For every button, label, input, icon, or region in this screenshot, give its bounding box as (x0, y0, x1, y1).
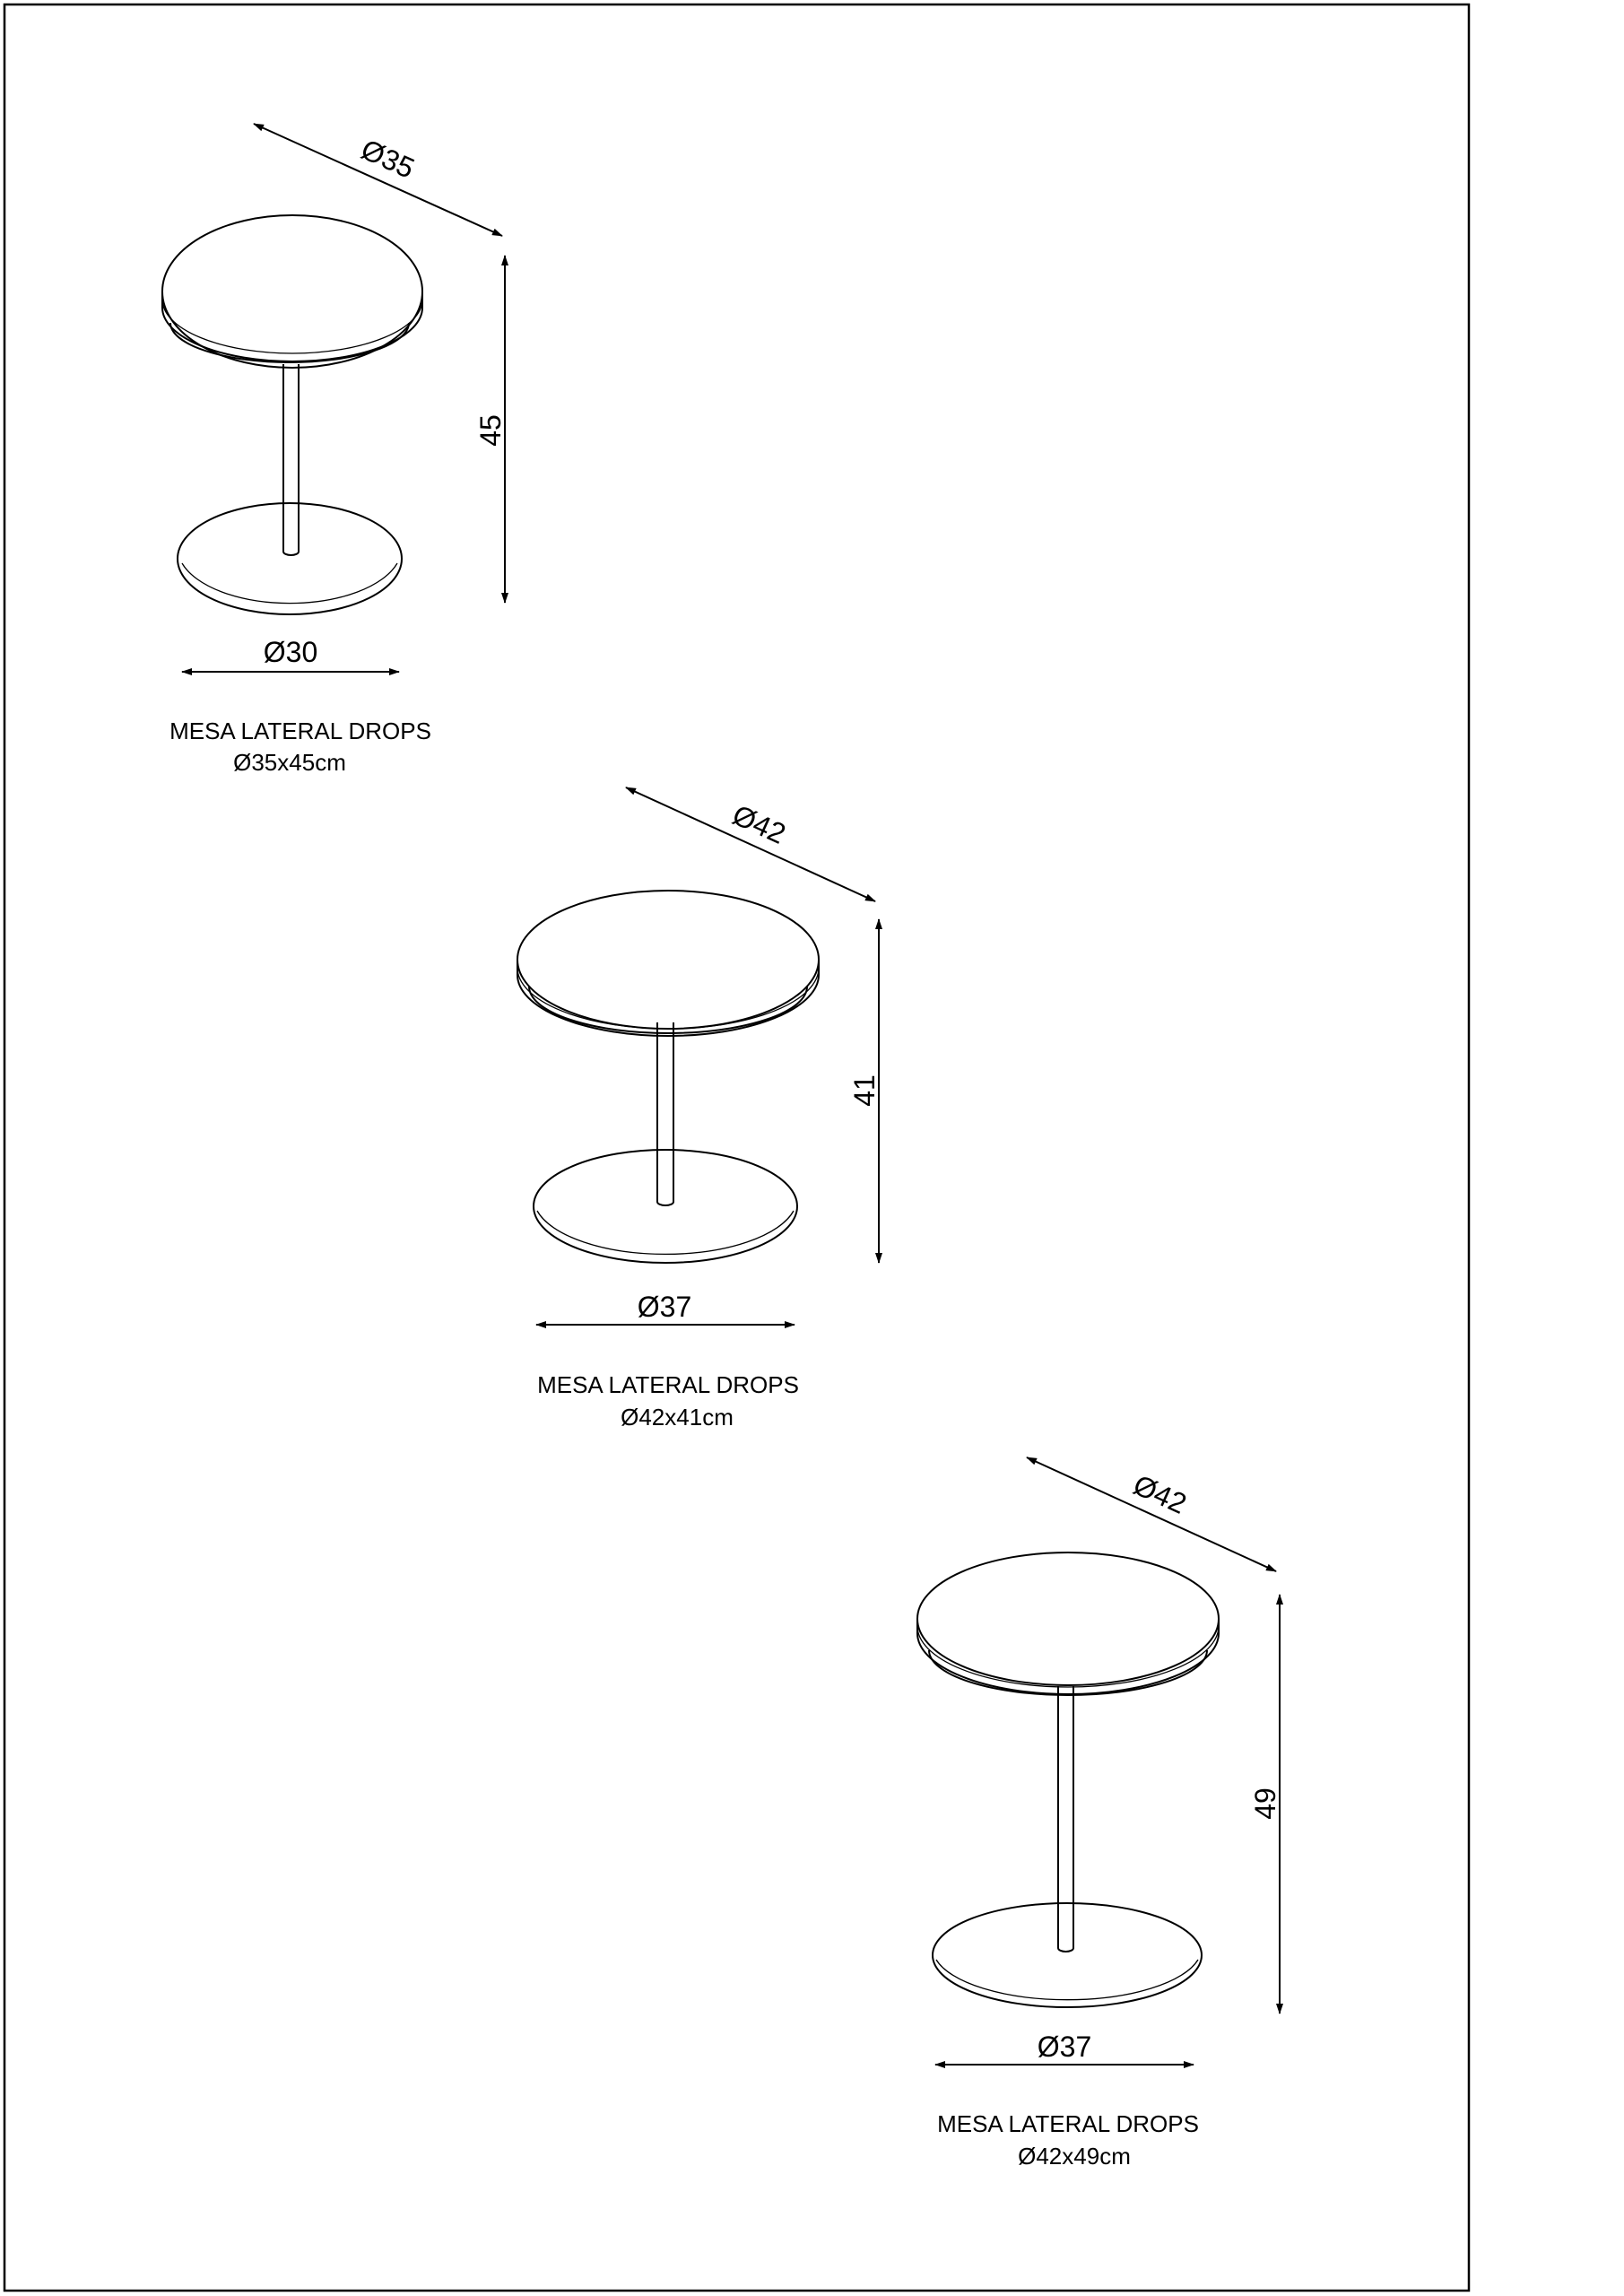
base-diameter-label: Ø30 (263, 636, 318, 668)
height-label: 41 (848, 1074, 881, 1107)
table-title: MESA LATERAL DROPS (937, 2110, 1199, 2137)
side-table-figure (917, 1552, 1219, 2007)
side-table-figure (517, 891, 819, 1263)
table-size-label: Ø35x45cm (233, 749, 346, 776)
table-drawing-3 (917, 1457, 1281, 2170)
height-label: 45 (474, 414, 507, 447)
table-size-label: Ø42x41cm (621, 1404, 734, 1431)
table-drawing-1 (162, 124, 507, 776)
top-diameter-label: Ø42 (727, 798, 791, 850)
base-diameter-label: Ø37 (637, 1291, 692, 1323)
table-size-label: Ø42x49cm (1018, 2143, 1131, 2170)
side-table-figure (162, 215, 422, 614)
top-diameter-label: Ø35 (356, 133, 420, 185)
table-drawing-2 (517, 787, 881, 1431)
table-title: MESA LATERAL DROPS (537, 1371, 799, 1398)
height-label: 49 (1249, 1787, 1281, 1820)
base-diameter-label: Ø37 (1037, 2031, 1092, 2063)
drawing-frame (4, 4, 1469, 2291)
top-diameter-label: Ø42 (1128, 1468, 1192, 1520)
table-title: MESA LATERAL DROPS (169, 718, 431, 744)
